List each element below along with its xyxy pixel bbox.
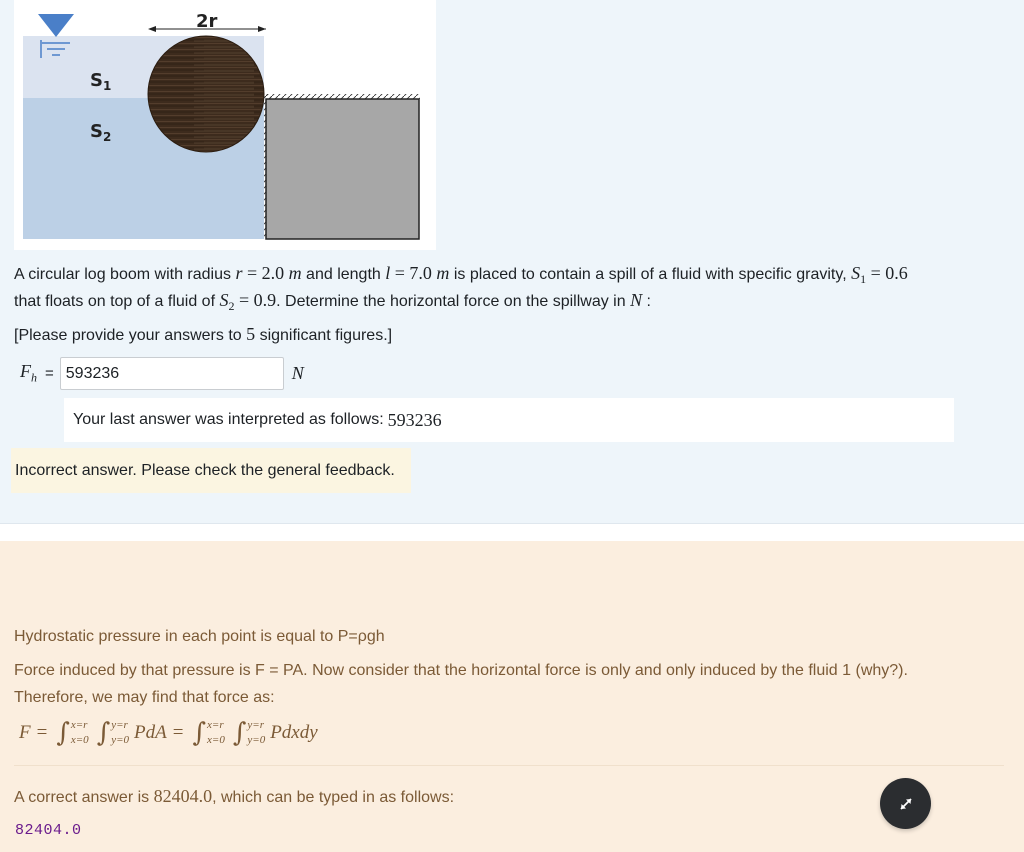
feedback-line-3: Therefore, we may find that force as:	[14, 689, 275, 706]
force-integral-formula: F = ∫ x=r x=0 ∫ y=r y=0 PdA = ∫ x=r x=0 ∫ y=r y=0 Pdxdy	[19, 718, 318, 748]
answer-input[interactable]	[60, 357, 284, 390]
question-text-line-1: A circular log boom with radius r = 2.0 m and length l = 7.0 m is placed to contain a spill of a fluid with specific gravity, $S_1 = 0.6$	[14, 263, 908, 287]
correct-answer-code: 82404.0	[15, 822, 82, 839]
incorrect-feedback: Incorrect answer. Please check the general feedback.	[11, 448, 411, 493]
question-text-line-2: that floats on top of a fluid of $S_2 = 0.9$. Determine the horizontal force on the spillway in N :	[14, 290, 651, 314]
log-boom	[148, 36, 264, 152]
correct-answer-text: A correct answer is 82404.0, which can be typed in as follows:	[14, 786, 455, 806]
s1-label: $S_1$	[90, 70, 112, 93]
interpretation-value: 593236	[387, 409, 442, 430]
expand-button[interactable]	[880, 778, 931, 829]
question-figure	[14, 0, 436, 250]
interpretation-text: Your last answer was interpreted as follows:	[73, 411, 384, 428]
feedback-divider	[14, 765, 1004, 766]
answer-equals: =	[45, 365, 54, 382]
answer-unit: N	[291, 363, 304, 383]
expand-arrows-icon	[898, 796, 914, 812]
log-boom-diagram	[14, 0, 436, 250]
s2-label: $S_2$	[90, 121, 112, 144]
diameter-label: 2r	[196, 11, 218, 32]
spillway-block	[266, 99, 419, 239]
answer-row	[20, 357, 304, 390]
free-surface-marker-icon	[38, 14, 74, 37]
feedback-line-2: Force induced by that pressure is F = PA. Now consider that the horizontal force is only and only induced by the fluid 1 (why?).	[14, 662, 908, 679]
feedback-line-1: Hydrostatic pressure in each point is equal to P=ρgh	[14, 628, 385, 645]
answer-interpretation	[64, 398, 954, 442]
significant-figures-note: [Please provide your answers to 5 significant figures.]	[14, 324, 393, 344]
answer-label: $F_h$	[20, 361, 37, 385]
general-feedback-panel	[0, 541, 1024, 852]
